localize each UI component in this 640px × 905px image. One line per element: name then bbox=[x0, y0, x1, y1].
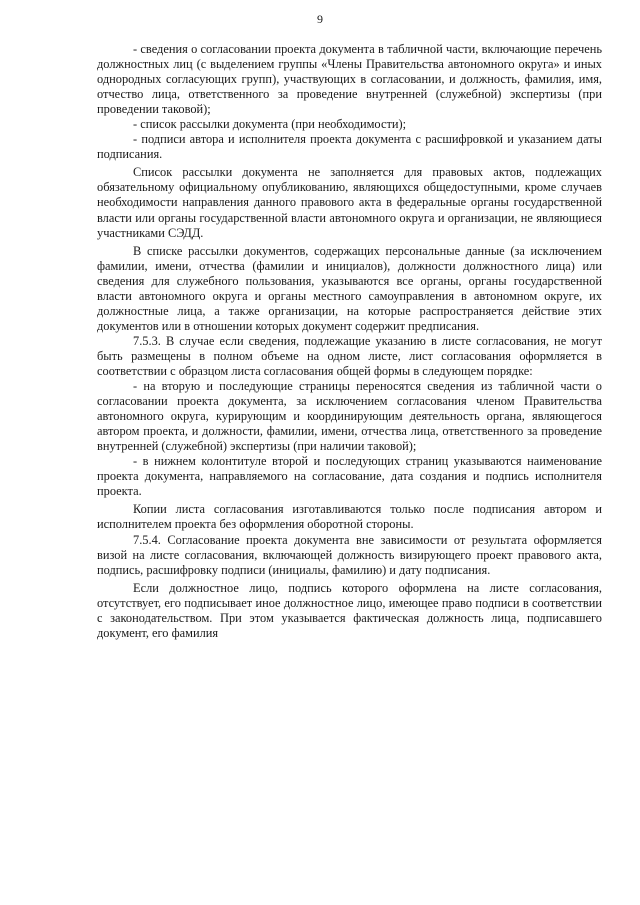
document-body bbox=[97, 42, 602, 641]
paragraph-subsequent-pages: - на вторую и последующие страницы переносятся сведения из табличной части о согласовании проекта документа, за исключением согласования членом Правительства автономного округа, курирующим и координирующим деятельность органа, являющегося автором проекта, и должности, фамилии, имени, отчества лица, ответственного за проведение внутренней (служебной) экспертизы (при наличии таковой); bbox=[97, 379, 602, 454]
paragraph-copies: Копии листа согласования изготавливаются только после подписания автором и исполнителем проекта без оформления оборотной стороны. bbox=[97, 502, 602, 532]
paragraph-section-7-5-3: 7.5.3. В случае если сведения, подлежащие указанию в листе согласования, не могут быть размещены в полном объеме на одном листе, лист согласования оформляется в соответствии с образцом листа согласования общей формы в следующем порядке: bbox=[97, 333, 602, 378]
paragraph-approval-info: - сведения о согласовании проекта документа в табличной части, включающие перечень должностных лиц (с выделением группы «Члены Правительства автономного округа» и иных однородных согласующих групп), участвующих в согласовании, и должность, фамилия, имя, отчество лица, ответственного за проведение внутренней (служебной) экспертизы (при проведении таковой); bbox=[97, 42, 602, 117]
page-number: 9 bbox=[317, 12, 323, 26]
paragraph-signatures-item: - подписи автора и исполнителя проекта документа с расшифровкой и указанием даты подписания. bbox=[97, 132, 602, 162]
paragraph-section-7-5-4: 7.5.4. Согласование проекта документа вне зависимости от результата оформляется визой на листе согласования, включающей должность визирующего проект правового акта, подпись, расшифровку подписи (инициалы, фамилию) и дату подписания. bbox=[97, 532, 602, 577]
paragraph-distribution-not-filled: Список рассылки документа не заполняется для правовых актов, подлежащих обязательному официальному опубликованию, являющихся общедоступными, кроме случаев необходимости направления данного правового акта в федеральные органы государственной власти или органы государственной власти автономного округа и организации, не являющиеся участниками СЭДД. bbox=[97, 165, 602, 240]
paragraph-distribution-list-item: - список рассылки документа (при необходимости); bbox=[133, 117, 407, 132]
paragraph-footer: - в нижнем колонтитуле второй и последующих страниц указываются наименование проекта документа, направляемого на согласование, дата создания и подпись исполнителя проекта. bbox=[97, 454, 602, 499]
paragraph-absent-official: Если должностное лицо, подпись которого оформлена на листе согласования, отсутствует, его подписывает иное должностное лицо, имеющее право подписи в соответствии с законодательством. При этом указывается фактическая должность лица, подписавшего документ, его фамилия bbox=[97, 580, 602, 640]
paragraph-personal-data: В списке рассылки документов, содержащих персональные данные (за исключением фамилии, имени, отчества (фамилии и инициалов), должности должностного лица) или сведения для служебного пользования, указываются все органы, органы государственной власти автономного округа и органы местного самоуправления в автономном округе, их должностные лица, а также организации, на которые распространяется действие этих документов или в отношении которых документ содержит предписания. bbox=[97, 243, 602, 333]
